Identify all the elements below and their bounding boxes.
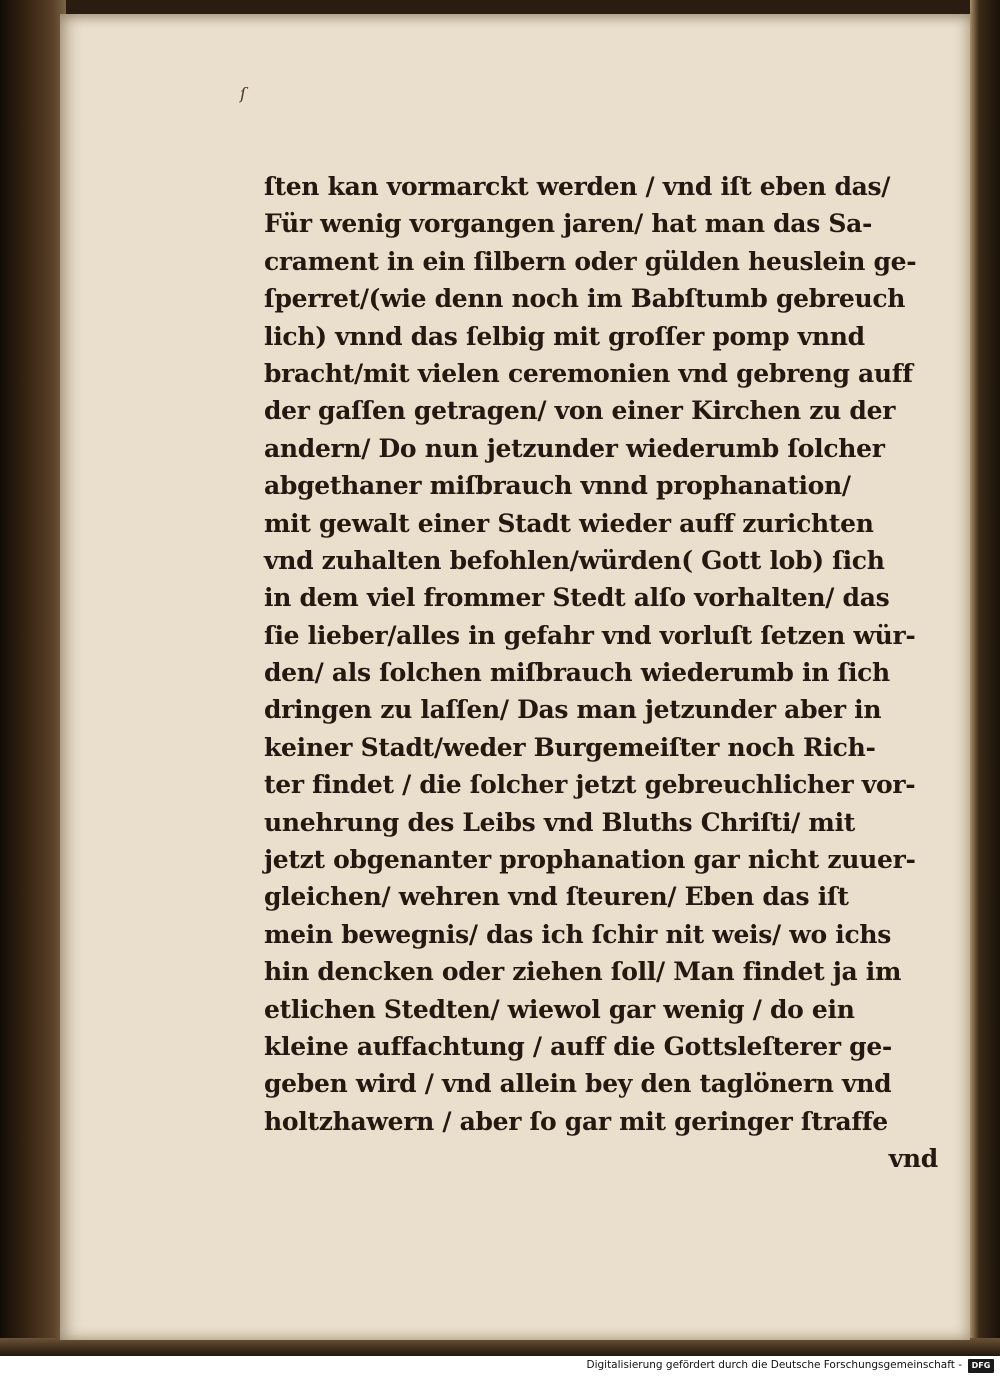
- text-line: kleine auffachtung / auff die Gottsleſterer ge-: [264, 1031, 893, 1061]
- text-block: [264, 168, 954, 1178]
- text-line: den/ als ſolchen miſbrauch wiederumb in ſich: [264, 658, 890, 688]
- bottom-page-edge: [0, 1338, 1000, 1356]
- text-line: gleichen/ wehren vnd ſteuren/ Eben das iſt: [264, 882, 849, 912]
- text-line: in dem viel frommer Stedt alſo vorhalten/ das: [264, 583, 890, 613]
- text-line: mein bewegnis/ das ich ſchir nit weis/ wo ichs: [264, 919, 892, 949]
- binding-edge: [0, 0, 66, 1356]
- text-line: crament in ein ſilbern oder gülden heuslein ge-: [264, 246, 917, 276]
- catchword: vnd: [888, 1144, 938, 1174]
- text-line: bracht/mit vielen ceremonien vnd gebreng auff: [264, 358, 913, 388]
- text-line: holtzhawern / aber ſo gar mit geringer ſtraffe: [264, 1106, 888, 1136]
- text-line: vnd zuhalten befohlen/würden( Gott lob) ſich: [264, 545, 885, 575]
- text-line: ter findet / die ſolcher jetzt gebreuchlicher vor-: [264, 770, 916, 800]
- text-line: ſie lieber/alles in gefahr vnd vorluſt ſetzen wür-: [264, 620, 916, 650]
- text-line: abgethaner miſbrauch vnnd prophanation/: [264, 471, 851, 501]
- page-mark: ſ: [240, 84, 246, 103]
- dfg-logo-icon: DFG: [968, 1359, 994, 1373]
- text-line: ſperret/(wie denn noch im Babſtumb gebreuch: [264, 284, 906, 314]
- text-line: hin dencken oder ziehen ſoll/ Man findet ja im: [264, 957, 902, 987]
- text-line: etlichen Stedten/ wiewol gar wenig / do ein: [264, 994, 855, 1024]
- text-line: jetzt obgenanter prophanation gar nicht zuuer-: [264, 845, 916, 875]
- text-line: lich) vnnd das ſelbig mit groſſer pomp vnnd: [264, 321, 865, 351]
- right-page-edge: [970, 0, 1000, 1356]
- text-line: ſten kan vormarckt werden / vnd iſt eben das/: [264, 172, 891, 201]
- text-line: der gaſſen getragen/ von einer Kirchen zu der: [264, 396, 896, 426]
- text-line: unehrung des Leibs vnd Bluths Chriſti/ mit: [264, 807, 856, 837]
- footer: [0, 1356, 1000, 1376]
- text-line: keiner Stadt/weder Burgemeiſter noch Rich-: [264, 732, 876, 762]
- text-line: Für wenig vorgangen jaren/ hat man das Sa-: [264, 209, 873, 239]
- text-line: andern/ Do nun jetzunder wiederumb ſolcher: [264, 433, 885, 463]
- text-line: geben wird / vnd allein bey den taglönern vnd: [264, 1069, 892, 1099]
- text-line: dringen zu laſſen/ Das man jetzunder aber in: [264, 695, 882, 725]
- text-line: mit gewalt einer Stadt wieder auff zurichten: [264, 508, 874, 538]
- footer-credit: Digitalisierung gefördert durch die Deutsche Forschungsgemeinschaft -: [586, 1359, 962, 1371]
